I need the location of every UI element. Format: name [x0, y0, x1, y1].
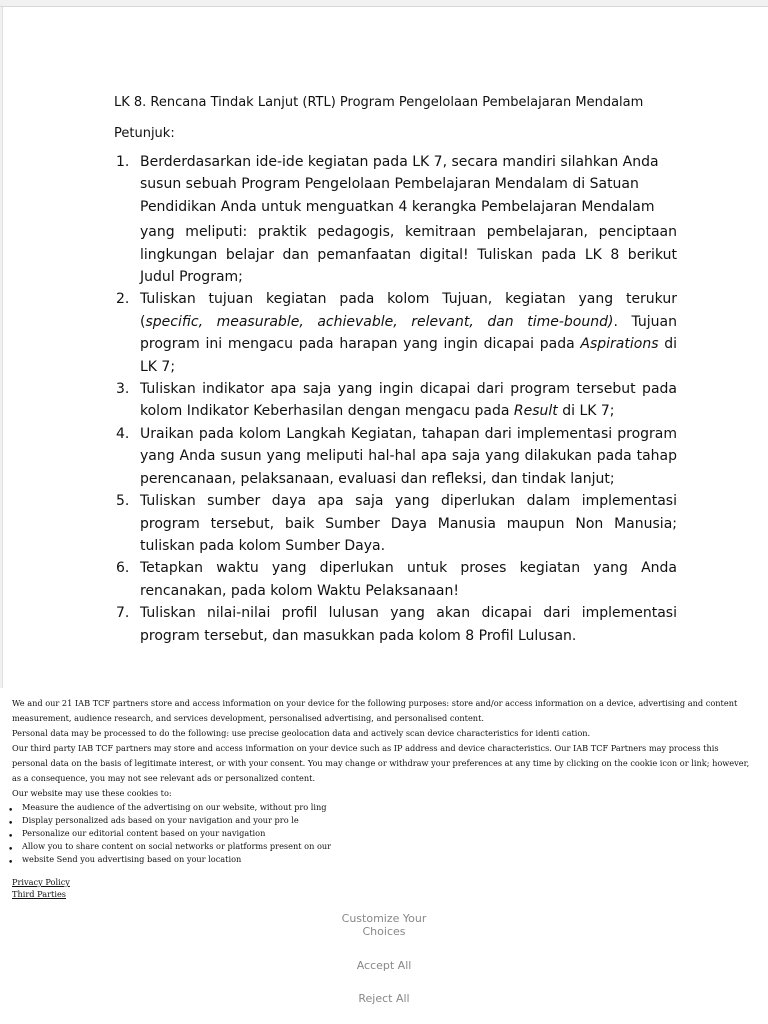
step-text: Tetapkan waktu yang diperlukan untuk proses kegiatan yang Anda rencanakan, pada kolom Waktu Pelaksanaan!: [140, 560, 677, 599]
list-item: • website Send you advertising based on your location: [22, 853, 768, 866]
instructions-label: Petunjuk:: [114, 126, 175, 141]
list-number: 2.: [116, 291, 130, 308]
list-item: [116, 288, 678, 378]
step-text-italic: specific, measurable, achievable, relevant, dan time-bound): [145, 313, 614, 330]
list-number: 3.: [116, 381, 130, 398]
list-item: • Allow you to share content on social networks or platforms present on our: [22, 840, 768, 853]
list-number: 7.: [116, 605, 130, 622]
customize-choices-button[interactable]: [324, 912, 444, 938]
step-text: Tuliskan tujuan kegiatan pada kolom Tujuan, kegiatan yang terukur (: [140, 291, 677, 330]
list-number: 5.: [116, 493, 130, 510]
step-text: Tuliskan indikator apa saja yang ingin dicapai dari program tersebut pada kolom Indikator Keberhasilan dengan mengacu pada: [140, 381, 677, 420]
instruction-list: [116, 151, 678, 647]
consent-links: [0, 866, 768, 900]
list-item: [116, 602, 677, 647]
consent-paragraph: Our website may use these cookies to:: [12, 788, 172, 798]
step-text-continued: yang meliputi: praktik pedagogis, kemitraan pembelajaran, penciptaan lingkungan belajar dan pemanfaatan digital! Tuliskan pada LK 8 berikut Judul Program;: [140, 224, 677, 286]
cookie-uses-list: [0, 801, 768, 866]
list-item: • Personalize our editorial content based on your navigation: [22, 827, 768, 840]
list-item: [116, 490, 677, 557]
step-text: Uraikan pada kolom Langkah Kegiatan, tahapan dari implementasi program yang Anda susun yang meliputi hal-hal apa saja yang dilakukan pada tahap perencanaan, pelaksanaan, evaluasi dan refleksi, dan tindak lanjut;: [140, 425, 677, 487]
step-text: di LK 7;: [557, 403, 615, 420]
list-item: • Display personalized ads based on your navigation and your pro le: [22, 814, 768, 827]
privacy-policy-link[interactable]: Privacy Policy: [12, 877, 70, 887]
step-text-italic: Aspirations: [580, 336, 659, 353]
accept-all-button[interactable]: Accept All: [334, 959, 434, 972]
list-item: [116, 557, 677, 602]
list-number: 1.: [116, 154, 130, 170]
document-title: LK 8. Rencana Tindak Lanjut (RTL) Program Pengelolaan Pembelajaran Mendalam: [114, 95, 644, 110]
step-text: di LK 7;: [140, 336, 677, 375]
consent-paragraph: Personal data may be processed to do the following: use precise geolocation data and actively scan device characteristics for identi cation.: [12, 728, 591, 738]
third-parties-link[interactable]: Third Parties: [12, 889, 67, 899]
step-text: Berderdasarkan ide-ide kegiatan pada LK 7, secara mandiri silahkan Anda susun sebuah Program Pengelolaan Pembelajaran Mendalam di Satuan Pendidikan Anda untuk menguatkan 4 kerangka Pembelajaran Mendalam: [140, 154, 659, 215]
step-text: . Tujuan program ini mengacu pada harapan yang ingin dicapai pada: [140, 313, 678, 353]
customize-label-line1: Customize Your: [341, 912, 427, 925]
list-number: 6.: [116, 560, 130, 577]
step-text: Tuliskan sumber daya apa saja yang diperlukan dalam implementasi program tersebut, baik Sumber Daya Manusia maupun Non Manusia; tuliskan pada kolom Sumber Daya.: [140, 493, 677, 554]
reject-all-button[interactable]: Reject All: [334, 992, 434, 1005]
list-number: 4.: [116, 425, 130, 442]
customize-label-line2: Choices: [362, 925, 406, 938]
consent-paragraph: Our third party IAB TCF partners may store and access information on your device such as IP address and device characteristics. Our IAB TCF Partners may process this personal data on the basis of legitimate interest, or with your consent. You may change or withdraw your preferences at any time by clicking on the cookie icon or link; however, as a consequence, you may not see relevant ads or personalized content.: [12, 743, 750, 783]
cookie-consent-banner: [0, 688, 768, 1024]
list-item: • Measure the audience of the advertising on our website, without pro ling: [22, 801, 768, 814]
step-text: Tuliskan nilai-nilai profil lulusan yang akan dicapai dari implementasi program tersebut, dan masukkan pada kolom 8 Profil Lulusan.: [140, 605, 677, 644]
list-item: [116, 151, 677, 288]
consent-paragraph: We and our 21 IAB TCF partners store and access information on your device for the following purposes: store and/or access information on a device, advertising and content measurement, audience research, and services development, personalised advertising, and personalised content.: [12, 698, 738, 723]
step-text-italic: Result: [513, 403, 558, 420]
list-item: [116, 423, 677, 490]
list-item: [116, 378, 677, 423]
